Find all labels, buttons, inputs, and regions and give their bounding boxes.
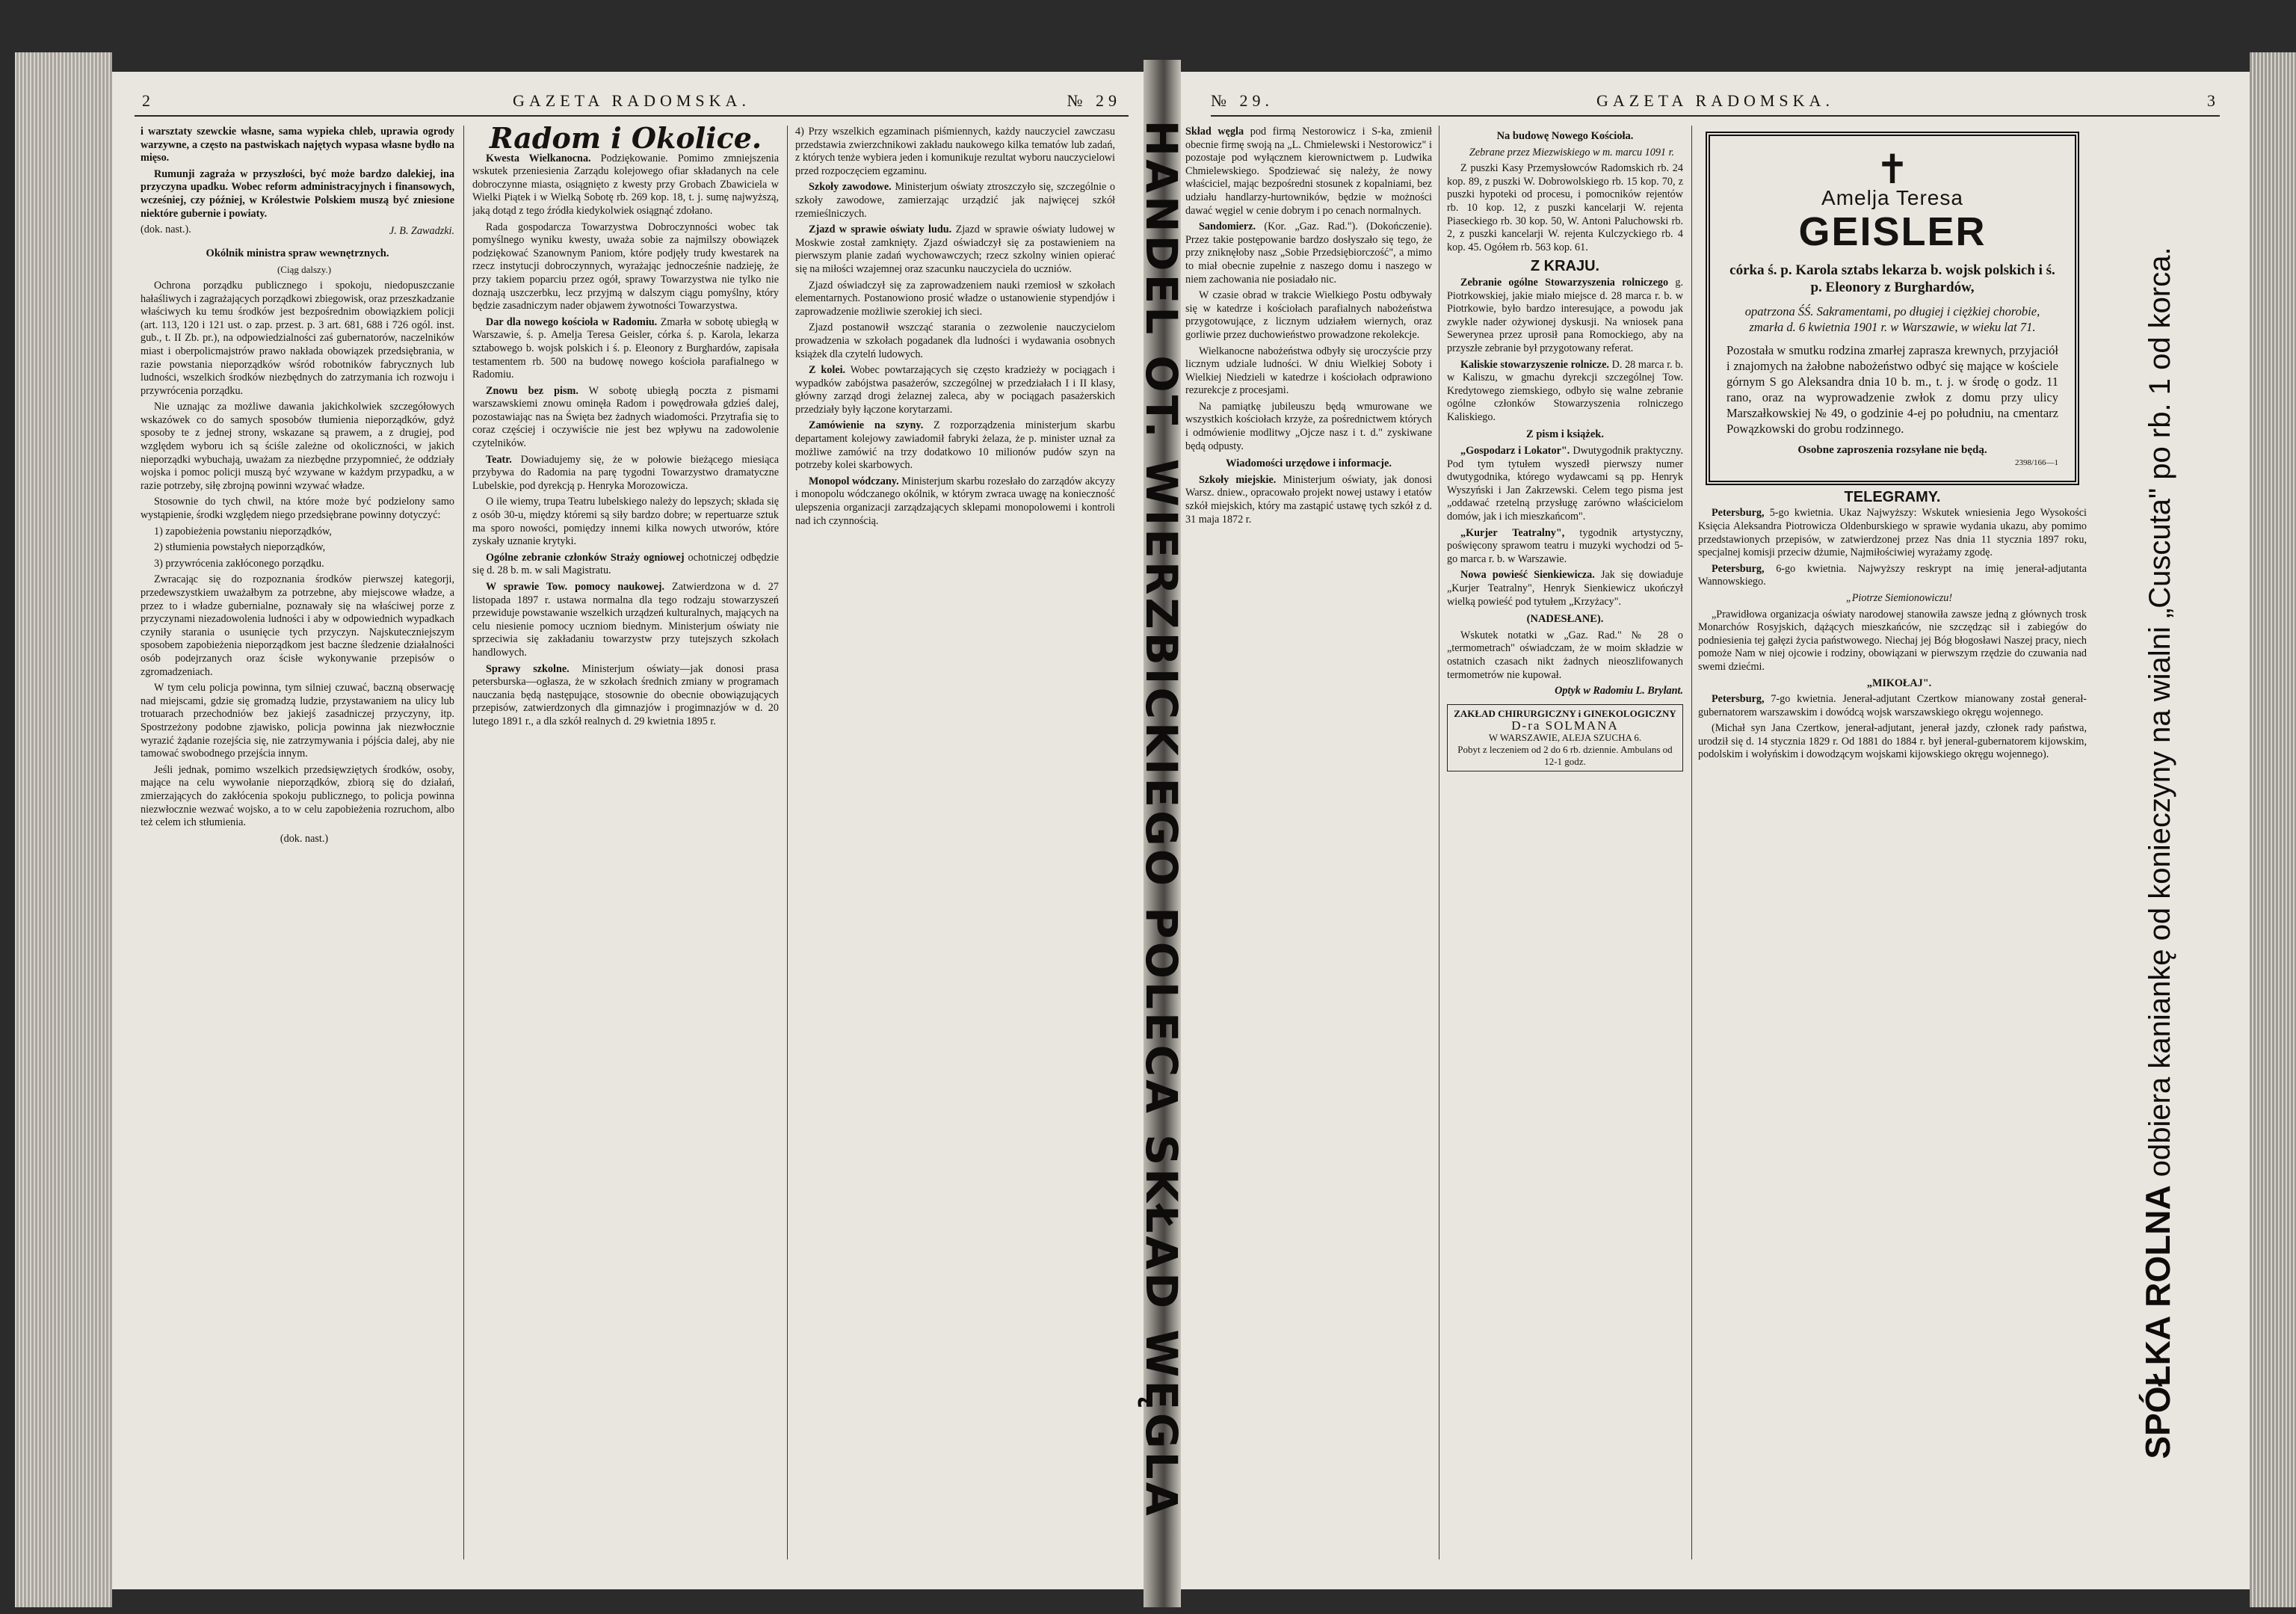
article-heading: Okólnik ministra spraw wewnętrznych. bbox=[206, 247, 389, 259]
article-text: Na pamiątkę jubileuszu będą wmurowane we wszystkich kościołach krzyże, za pośrednictwem których i odmówienie modlitwy „Ojcze nasz i t. d." zyskiwane będą odpusty. bbox=[1185, 400, 1432, 452]
obituary-footer: Osobne zaproszenia rozsyłane nie będą. bbox=[1797, 443, 1987, 456]
section-title: (NADESŁANE). bbox=[1526, 613, 1604, 626]
right-column-2 bbox=[1447, 126, 1683, 1576]
article-heading: Zjazd w sprawie oświaty ludu. bbox=[809, 224, 952, 236]
article-text: O ile wiemy, trupa Teatru lubelskiego należy do lepszych; składa się z osób 30-u, między któremi są siły bardzo dobre; w repertuarze sztuk ma sporo nowości, pomiędzy innemi kilka nowych utworów, które zyskały uznanie krytyki. bbox=[472, 496, 779, 548]
section-title: Radom i Okolice. bbox=[489, 126, 762, 155]
ad-title: ZAKŁAD CHIRURGICZNY i GINEKOLOGICZNY bbox=[1454, 707, 1676, 719]
telegram-greeting: „Piotrze Siemionowiczu! bbox=[1845, 591, 1953, 604]
list-item: 3) przywrócenia zakłóconego porządku. bbox=[154, 557, 324, 570]
article-text: Stosownie do tych chwil, na które może być podzielony samo wystąpienie, środki względem niego przedsiębrane powinny dotyczyć: bbox=[141, 496, 454, 522]
article-text: Zwracając się do rozpoznania środków pierwszej kategorji, przedewszystkiem uważałbym za potrzebne, aby miejscowe władze, a przez to i władze gubernialne, poznawały się na właściwej porze z przyczynami niezadowolenia ludności i aby w odpowiednich wypadkach czyniły starania o usunięcie tych przyczyn. Najskuteczniejszym sposobem zapobieżenia nieporządkom jest baczne śledzenie działalności osób podejrzanych oraz ścisłe wykonywanie przepisów o zgromadzeniach. bbox=[141, 573, 454, 678]
left-running-head bbox=[142, 91, 1121, 112]
article-heading: Z kolei. bbox=[809, 364, 846, 377]
obituary-text: Pozostała w smutku rodzina zmarłej zaprasza krewnych, przyjaciół i znajomych na żałobne nabożeństwo odbyć się mające w kościele górnym S go Aleksandra dnia 10 b. m., t. j. w środę o godz. 11 rano, oraz na wyprowadzenie zwłok z domu przy ulicy Marszałkowskiej № 49, o godzinie 4-ej po południu, na cmentarz Powązkowski do grobu rodzinnego. bbox=[1726, 342, 2058, 436]
article-text: Rumunji zagraża w przyszłości, być może bardzo dalekiej, ina przyczyna upadku. Wobec reform administracyjnych i finansowych, wcześniej, czy później, w Królestwie Polskiem muszą być zniesione niektóre gubernie i powiaty. bbox=[141, 167, 454, 220]
article-text: Jak się dowiaduje „Kurjer Teatralny", Henryk Sienkiewicz ukończył wielką powieść pod tytułem „Krzyżacy". bbox=[1447, 569, 1683, 608]
section-title: Z KRAJU. bbox=[1530, 258, 1600, 275]
article-heading: Zebranie ogólne Stowarzyszenia rolniczego bbox=[1460, 276, 1669, 289]
left-page bbox=[112, 72, 1144, 1589]
continuation-note: (dok. nast.) bbox=[280, 832, 329, 845]
article-text: Ministerjum oświaty ztroszczyło się, szczególnie o szkoły zawodowe, zamierzając urządzić jak najwięcej szkół rzemieślniczych. bbox=[795, 181, 1115, 220]
left-column-2 bbox=[472, 126, 779, 1576]
vertical-banner bbox=[1133, 72, 1190, 1567]
article-heading: Kwesta Wielkanocna. bbox=[486, 152, 591, 164]
right-running-head bbox=[1211, 91, 2220, 112]
left-issue-number: № 29 bbox=[1067, 91, 1121, 110]
article-text: Zmarła w sobotę ubiegłą w Warszawie, ś. p. Amelja Teresa Geisler, córka ś. p. Karola, lekarza sztabowego b. wojsk polskich i ś. p. Eleonory z Burghardów, zapisała testamentem rb. 500 na budowę nowego kościoła parafialnego w Radomiu. bbox=[472, 315, 779, 381]
telegram-place: Petersburg, bbox=[1712, 693, 1765, 706]
article-heading: Sandomierz. bbox=[1199, 221, 1256, 233]
article-heading: Skład węgla bbox=[1185, 126, 1244, 138]
article-text: pod firmą Nestorowicz i S-ka, zmienił obecnie firmę swoją na „L. Chmielewski i Nestorowicz" i pozostaje pod wyłącznem kierownictwem p. Ludwika Chmielewskiego. Spodziewać się należy, że nowy właściciel, mając bezpośredni stosunek z kopalniami, bez udziału handlarzy-hurtowników, będzie w możności dawać węgiel w cenie dobrym i po cenach normalnych. bbox=[1185, 126, 1432, 217]
article-text: Zjazd oświadczył się za zaprowadzeniem nauki rzemiosł w szkołach elementarnych. Postanowiono prosić władze o ustanowienie stypendjów i zaprowadzenie możliwie szerokiej ich sieci. bbox=[795, 279, 1115, 318]
article-text: Dowiadujemy się, że w połowie bieżącego miesiąca przybywa do Radomia na parę tygodni Towarzystwo dramatyczne Lubelskie, pod dyrekcją p. Henryka Morozowicza. bbox=[472, 453, 779, 492]
article-text: Podziękowanie. Pomimo zmniejszenia wskutek przeniesienia Zarządu kolejowego ofiar składanych na cele dobroczynne miasta, osiągnięto z kwesty przy Grobach Zbawiciela w Wielki Piątek i w Wielką Sobotę rb. 269 kop. 18, t. j. sumę najwyższą, jaką dotąd z tego źródła kiedykolwiek osiągnąć zdołano. bbox=[472, 152, 779, 217]
left-page-number: 2 bbox=[142, 91, 155, 110]
telegram-text: (Michał syn Jana Czertkow, jenerał-adjutant, jenerał jazdy, członek rady państwa, urodził się d. 14 stycznia 1829 r. Od 1881 do 1884 r. był jeneral-gubernatorem kijowskim, podolskim i wołyńskim i dowodzącym wojskami kijowskiego okręgu wojennego). bbox=[1698, 722, 2087, 761]
side-advertisement bbox=[2102, 124, 2214, 1582]
article-text: Rada gospodarcza Towarzystwa Dobroczynności wobec tak pomyślnego wyniku kwesty, uważa sobie za najmilszy obowiązek podziękować Szanownym Paniom, które podjęły trudy kwestarek na rzecz instytucji dobroczynnych, wyrażając jednocześnie nadzieję, że przy takiem poparciu przez ogół, sprawy Towarzystwa nie tylko nie doznają uszczerbku, lecz przyjmą w dalszym ciągu pomyślny, który będzie zasadniczym nader objawem żywotności Towarzystwa. bbox=[472, 221, 779, 312]
article-text: Z puszki Kasy Przemysłowców Radomskich rb. 24 kop. 89, z puszki W. Dobrowolskiego rb. 15 kop. 70, z puszki hypoteki od procesu, i pomocników rejentów rb. 10 kop. 12, z puszki kancelarji W. rejenta Piaseckiego rb. 30 kop. 50, W. Antoni Paluchowski rb. 2, z puszki kancelarji W. rejenta Kulczyckiego rb. 4 kop. 45. Ogółem rb. 563 kop. 61. bbox=[1447, 162, 1683, 253]
article-text: Ochrona porządku publicznego i spokoju, niedopuszczanie hałaśliwych i zagrażających porządkowi zbiegowisk, oraz przeszkadzanie właściwych ku temu środków jest bezpośrednim obowiązkiem policji (art. 113, 120 i 121 ust. o zap. przest. p. 3 art. 681, 688 i 726 ogól. inst. gub., t. II Zb. pr.), na odpowiedzialności zaś gubernatorów, naczelników miast i oberpolicmajstrów prawo nakłada obowiązek przedsiębrania, w razie powstania nieporządków wśród robotników fabrycznych lub ludności, wszelkich środków niezbędnych do zatrzymania ich rozwoju i przywrócenia porządku. bbox=[141, 279, 454, 397]
left-column-1 bbox=[141, 126, 454, 1576]
article-text: D. 28 marca r. b. w Kaliszu, w gmachu dyrekcji szczególnej Tow. Kredytowego ziemskiego, odbyło się walne zebranie ogólne członków Stowarzyszenia rolniczego Kaliskiego. bbox=[1447, 358, 1683, 423]
article-text: Wobec powtarzających się często kradzieży w pociągach i wypadków zabójstwa pasażerów, szczególnej w przedziałach I i II klasy, główny zarząd drogi żelaznej zaleca, aby w pociągach pasażerskich przedziały były łączone korytarzami. bbox=[795, 364, 1115, 416]
right-page-number: 3 bbox=[2207, 91, 2220, 110]
ad-info: Pobyt z leczeniem od 2 do 6 rb. dziennie. Ambulans od 12-1 godz. bbox=[1457, 743, 1673, 767]
article-heading: Na budowę Nowego Kościoła. bbox=[1496, 130, 1634, 142]
column-separator bbox=[787, 126, 788, 1559]
article-text: Zjazd postanowił wszcząć starania o zezwolenie nauczycielom prowadzenia w szkołach pogadanek dla ludności i wydawania osobnych książek dla czytelń ludowych. bbox=[795, 321, 1115, 360]
article-text: W czasie obrad w trakcie Wielkiego Postu odbywały się w katedrze i kościołach parafialnych nabożeństwa przygotowujące, z licznym udziałem wiernych, oraz gorliwie przez duchowieństwo prowadzone rekolekcje. bbox=[1185, 289, 1432, 341]
article-heading: W sprawie Tow. pomocy naukowej. bbox=[486, 581, 665, 593]
article-heading: „Gospodarz i Lokator". bbox=[1460, 445, 1570, 458]
telegram-place: Petersburg, bbox=[1712, 562, 1765, 575]
telegram-text: 5-go kwietnia. Ukaz Najwyższy: Wskutek wniesienia Jego Wysokości Księcia Aleksandra Piotrowicza Oldenburskiego w sprawie wydania ukazu, aby pomimo przedstawionych przepisów, w zatwierdzonej przez Nas dnia 11 stycznia 1897 roku, specjalnej komisji przeciw dżumie, Najmiłościwiej wyrażamy zgodę. bbox=[1698, 507, 2087, 559]
article-subheading: Zebrane przez Miezwiskiego w m. marcu 1091 r. bbox=[1469, 146, 1675, 158]
article-heading: Ogólne zebranie członków Straży ogniowej bbox=[486, 551, 685, 564]
list-item: 2) stłumienia powstałych nieporządków, bbox=[154, 541, 326, 554]
section-title: Z pism i książek. bbox=[1526, 428, 1604, 441]
article-text: Zatwierdzona w d. 27 listopada 1897 r. ustawa normalna dla tego rodzaju stowarzyszeń przewiduje powstawanie wszelkich urządzeń kulturalnych, mających na celu niesienie pomocy uczniom biednym. Ministerjum oświaty nie sprzeciwia się zakładaniu towarzystw przy tutejszych szkołach handlowych. bbox=[472, 581, 779, 659]
telegram-text: 6-go kwietnia. Najwyższy reskrypt na imię jenerał-adjutanta Wannowskiego. bbox=[1698, 562, 2087, 588]
left-page-edges bbox=[15, 52, 112, 1607]
right-column-3 bbox=[1698, 126, 2087, 1576]
right-masthead: GAZETA RADOMSKA. bbox=[1596, 91, 1834, 110]
article-text: Dwutygodnik praktyczny. Pod tym tytułem wyszedł pierwszy numer dwutygodnika, którego wydawcami są pp. Henryk Wyszyński i Jan Zakrzewski. Celem tego pisma jest „oddawać rzetelną przysługę zarówno właścicielom domów, jak i ich mieszkańcom". bbox=[1447, 445, 1683, 523]
article-heading: Kaliskie stowarzyszenie rolnicze. bbox=[1460, 358, 1609, 371]
side-ad-company: SPÓŁKA ROLNA bbox=[2138, 1185, 2177, 1459]
vertical-banner-text: HANDEL OT. WIERZBICKIEGO POLECA SKŁAD WĘGLA bbox=[1136, 120, 1187, 1519]
article-text: Ministerjum skarbu rozesłało do zarządów akcyzy i monopolu wódczanego okólnik, w którym zwraca uwagę na konieczność ulepszenia organizacji zarządzających sklepami monopolowemi i kontroli nad ich czynnością. bbox=[795, 475, 1115, 527]
article-text: g. Piotrkowskiej, jakie miało miejsce d. 28 marca r. b. w Piotrkowie, było bardzo interesujące, a powodu jak zwykle nader ożywionej dyskusji. Na wniosek pana Sewerynea przez uprosił pana Romockiego, aby na przyszłe zebranie był przygotowany referat. bbox=[1447, 276, 1683, 354]
obituary-circumstances: opatrzona ŚŚ. Sakramentami, po długiej i ciężkiej chorobie, zmarła d. 6 kwietnia 1901 r. w Warszawie, w wieku lat 71. bbox=[1744, 304, 2040, 334]
article-text: 4) Przy wszelkich egzaminach piśmiennych, każdy nauczyciel zawczasu przedstawia zwierzchnikowi zakładu naukowego kilka tematów lub zadań, z których tenże wybiera jeden i komunikuje rezultat wyboru nauczycielowi przed rozpoczęciem egzaminu. bbox=[795, 126, 1115, 177]
article-heading: Sprawy szkolne. bbox=[486, 662, 570, 675]
article-heading: Dar dla nowego kościoła w Radomiu. bbox=[486, 315, 658, 328]
right-column-1 bbox=[1185, 126, 1432, 1576]
left-head-rule bbox=[135, 115, 1129, 117]
article-text: (Kor. „Gaz. Rad."). (Dokończenie). Przez takie postępowanie bardzo dosłyszało się tego, że przy zniknęłoby nasz „Sobie Przedsiębiorczość", a mimo to miał obecnie zupełnie z naszego domu i naszego w niem zachowania nie posiadało nic. bbox=[1185, 221, 1432, 286]
column-separator bbox=[463, 126, 464, 1559]
right-page-edges bbox=[2250, 52, 2296, 1607]
ad-doctor: D-ra SOLMANA bbox=[1511, 718, 1619, 733]
telegram-text: 7-go kwietnia. Jenerał-adjutant Czertkow mianowany został generał-gubernatorem warszawskim i dowódcą wojsk warszawskiego okręgu wojennego. bbox=[1698, 693, 2087, 718]
obituary-notice bbox=[1706, 132, 2079, 485]
article-heading: Monopol wódczany. bbox=[809, 475, 899, 487]
right-issue-number: № 29. bbox=[1211, 91, 1274, 110]
telegram-signature: „MIKOŁAJ". bbox=[1866, 677, 1932, 689]
article-heading: Szkoły zawodowe. bbox=[809, 181, 892, 194]
obituary-description: córka ś. p. Karola sztabs lekarza b. wojsk polskich i ś. p. Eleonory z Burghardów, bbox=[1729, 262, 2055, 295]
telegram-text: „Prawidłowa organizacja oświaty narodowej stanowiła zawsze jedną z głównych trosk Monarchów Rosyjskich, dążących mieszkańców, nie szczędząc sił i zabiegów do podniesienia tej gałęzi życia państwowego. Niechaj jej Bóg błogosławi Naszej pracy, niech pomoże Nam w niej ojcowie i rodziny, obowiązani w pierwszym rzędzie do czuwania nad swemi dziećmi. bbox=[1698, 608, 2087, 673]
obituary-code: 2398/166—1 bbox=[2014, 458, 2058, 468]
article-heading: Teatr. bbox=[486, 453, 512, 466]
article-heading: Wiadomości urzędowe i informacje. bbox=[1225, 458, 1392, 470]
right-head-rule bbox=[1211, 115, 2220, 117]
article-text: Ministerjum oświaty—jak donosi prasa petersburska—ogłasza, że w szkołach średnich zmiany w programach nauczania będą następujące, stosownie do obecnie obowiązujących przepisów, zatwierdzonych dla gimnazjów i progimnazjów w d. 20 lutego 1891 r., a dla szkół realnych d. 29 kwietnia 1895 r. bbox=[472, 662, 779, 727]
ad-address: W WARSZAWIE, ALEJA SZUCHA 6. bbox=[1488, 731, 1642, 743]
telegram-place: Petersburg, bbox=[1712, 507, 1765, 520]
article-text: Z rozporządzenia ministerjum skarbu departament kolejowy zawiadomił fabryki żelaza, że p. minister uznał za możliwe zamówić na trzy dodatkowo 10 milionów pudów szyn na potrzeby kolei skarbowych. bbox=[795, 419, 1115, 472]
article-heading: Nowa powieść Sienkiewicza. bbox=[1460, 569, 1595, 582]
side-ad-text: odbiera kaniankę od konieczyny na wialni „Cuscuta" po rb. 1 od korca. bbox=[2144, 247, 2176, 1177]
continuation-note: (Ciąg dalszy.) bbox=[277, 264, 332, 276]
article-text: ochotniczej odbędzie się d. 28 b. m. w sali Magistratu. bbox=[472, 551, 779, 577]
article-text: Nie uznając za możliwe dawania jakichkolwiek szczegółowych wskazówek co do samych sposobów tłumienia nieporządków, gdyż sposoby te z jednej strony, wskazane są prawem, a z drugiej, pod względem wyboru ich są ściśle zależne od okoliczności, w jakich nieporządki wybuchają, uważam za niezbędne przypomnieć, że oddziały wojska i pomoc policji muszą być wzywane w każdym przypadku, a w razie potrzeby, siłę zbrojną powinni wzywać władze. bbox=[141, 401, 454, 492]
article-text: Zjazd w sprawie oświaty ludowej w Moskwie został zamknięty. Zjazd oświadczył się za postawieniem na pierwszym planie zadań wychowawczych; rzecz szkolny winien opierać się na miłości wzajemnej oraz szacunku nauczyciela do uczniów. bbox=[795, 224, 1115, 275]
article-heading: Zamówienie na szyny. bbox=[809, 419, 924, 432]
article-text: tygodnik artystyczny, poświęcony sprawom teatru i muzyki wychodzi od 5-go marca r. b. w Warszawie. bbox=[1447, 526, 1683, 565]
article-text: W sobotę ubiegłą poczta z pismami warszawskiemi znowu ominęła Radom i powędrowała gdzieś dalej, pozostawiając nas na Święta bez żadnych wiadomości. Przytrafia się to coraz częściej i oczywiście nie jest bez wpływu na zadowolenie czytelników. bbox=[472, 384, 779, 450]
article-text: Ministerjum oświaty, jak donosi Warsz. dniew., opracowało projekt nowej ustawy i etatów szkół miejskich, który ma zastąpić ustawę tych szkół z d. 31 maja 1872 r. bbox=[1185, 473, 1432, 526]
article-text: W tym celu policja powinna, tym silniej czuwać, baczną obserwację nad miejscami, gdzie się gromadzą ludzie, przystawaniem na ulicy lub trotuarach przechodniów bez jakiejś zasadniczej przyczyny, itp. Spostrzeżony podobne zjawisko, policja powinna jak niezwłocznie wyrazić żądanie rozejścia się, nie zatrzymywania i pójścia dalej, aby nie tamować swobodnego przejścia innym. bbox=[141, 682, 454, 760]
article-heading: „Kurjer Teatralny", bbox=[1460, 526, 1565, 539]
article-text: Jeśli jednak, pomimo wszelkich przedsięwziętych środków, osoby, mające na celu wywołanie nieporządków, zbiorą się do działań, zmierzających do zakłócenia spokoju publicznego, to policja powinna niezwłocznie wezwać wojsko, a to w celu zapobieżenia rozruchom, albo też celem ich stłumienia. bbox=[141, 763, 454, 829]
column-separator bbox=[1691, 126, 1692, 1559]
clinic-advertisement bbox=[1447, 704, 1683, 771]
author-signature: Optyk w Radomiu L. Brylant. bbox=[1555, 685, 1683, 697]
left-masthead: GAZETA RADOMSKA. bbox=[513, 91, 750, 110]
article-heading: Znowu bez pism. bbox=[486, 384, 578, 397]
right-page bbox=[1181, 72, 2250, 1589]
obituary-surname: GEISLER bbox=[1798, 209, 1987, 254]
article-heading: Szkoły miejskie. bbox=[1199, 473, 1277, 486]
section-title: TELEGRAMY. bbox=[1844, 488, 1941, 505]
continuation-note: (dok. nast.). bbox=[141, 224, 191, 236]
author-signature: J. B. Zawadzki. bbox=[389, 225, 454, 238]
left-column-3 bbox=[795, 126, 1115, 1576]
obituary-first-name: Amelja Teresa bbox=[1821, 186, 1963, 209]
list-item: 1) zapobieżenia powstaniu nieporządków, bbox=[154, 525, 332, 538]
article-text: Wskutek notatki w „Gaz. Rad." № 28 o „termometrach" oświadczam, że w moim składzie w ostatnich czasach nikt żadnych nieoszlifowanych termometrów nie kupował. bbox=[1447, 629, 1683, 681]
cross-icon: ✝ bbox=[1875, 147, 1910, 192]
article-text: Wielkanocne nabożeństwa odbyły się uroczyście przy licznym udziale ludności. W dniu Wielkiej Soboty i Wielkiej Niedzieli w katedrze i kościołach odprawiono rezurekcje z procesjami. bbox=[1185, 345, 1432, 397]
article-text: i warsztaty szewckie własne, sama wypieka chleb, uprawia ogrody warzywne, a często na pastwiskach najętych wypasa własne bydło na mięso. bbox=[141, 126, 454, 164]
